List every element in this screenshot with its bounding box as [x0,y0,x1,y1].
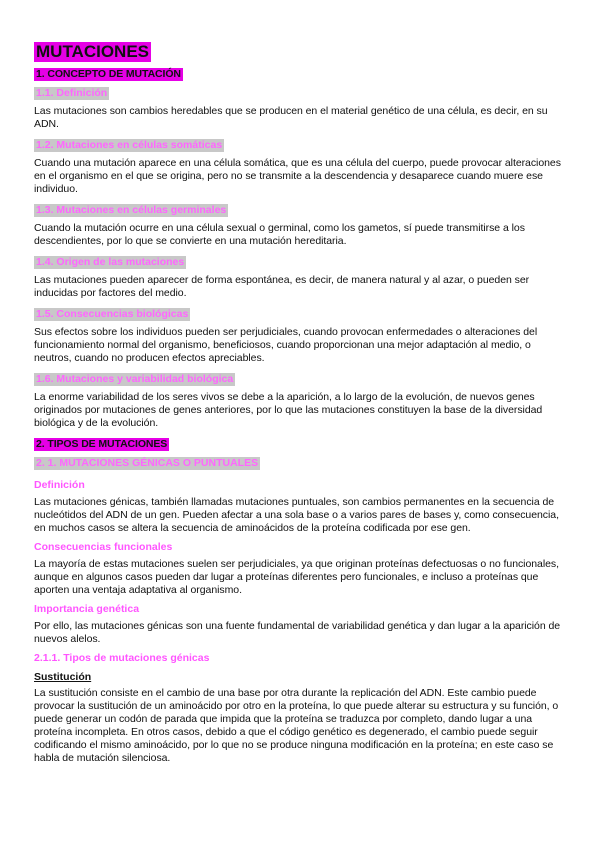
topic-heading: Definición [34,479,85,491]
subsection-heading: 1.6. Mutaciones y variabilidad biológica [36,373,234,385]
paragraph: Las mutaciones son cambios heredables que se producen en el material genético de una célula, es decir, en su ADN. [34,105,548,130]
section-1-heading: 1. CONCEPTO DE MUTACIÓN [36,68,181,80]
paragraph: La mayoría de estas mutaciones suelen ser perjudiciales, ya que originan proteínas defectuosas o no funcionales, aunque en algunos casos pueden dar lugar a proteínas diferentes pero funcionales, e incluso a proteínas que aporten una ventaja adaptativa al organismo. [34,558,559,596]
subsection-heading: 1.1. Definición [36,87,108,99]
subsection-heading: 1.3. Mutaciones en células germinales [36,204,227,216]
subsection-heading: 1.2. Mutaciones en células somáticas [36,139,223,151]
paragraph: Por ello, las mutaciones génicas son una fuente fundamental de variabilidad genética y dan lugar a la aparición de nuevos alelos. [34,620,561,645]
paragraph: Las mutaciones génicas, también llamadas mutaciones puntuales, son cambios permanentes en la secuencia de nucleótidos del ADN de un gen. Pueden afectar a una sola base o a varios pares de bases y, como consecuencia, en muchos casos se altera la secuencia de aminoácidos de la proteína codificada por ese gen. [34,496,559,534]
topic-heading: Consecuencias funcionales [34,541,173,553]
subsection-heading: 1.4. Origen de las mutaciones [36,256,185,268]
paragraph: La sustitución consiste en el cambio de una base por otra durante la replicación del ADN. Este cambio puede provocar la sustitución de un aminoácido por otro en la proteína, lo que puede alterar su estructura y su función, o puede generar un codón de parada que impida que la proteína se traduzca por completo, dando lugar a una proteína incompleta. En otros casos, debido a que el código genético es degenerado, el cambio puede seguir codificando el mismo aminoácido, por lo que no se produce ninguna modificación en la proteína; en este caso se habla de mutación silenciosa. [34,687,559,764]
paragraph: Sus efectos sobre los individuos pueden ser perjudiciales, cuando provocan enfermedades o alteraciones del funcionamiento normal del organismo, beneficiosos, cuando proporcionan una mejor adaptación al medio, o neutros, cuando no producen efectos apreciables. [34,326,538,364]
topic-heading: Importancia genética [34,603,140,615]
paragraph: Cuando una mutación aparece en una célula somática, que es una célula del cuerpo, puede provocar alteraciones en el organismo en el que se origina, pero no se transmite a la descendencia y desaparece cuando muere ese individuo. [34,157,561,195]
subsection-heading: 2. 1. MUTACIONES GÉNICAS O PUNTUALES [36,457,259,469]
paragraph: La enorme variabilidad de los seres vivos se debe a la aparición, a lo largo de la evolución, de nuevos genes originados por mutaciones de genes anteriores, por lo que las mutaciones constituyen la base de la diversidad biológica y de la evolución. [34,391,543,429]
paragraph: Cuando la mutación ocurre en una célula sexual o germinal, como los gametos, sí puede transmitirse a los descendientes, por lo que se convierte en una mutación hereditaria. [34,222,525,247]
section-2-heading: 2. TIPOS DE MUTACIONES [36,438,168,450]
subsection-heading: 1.5. Consecuencias biológicas [36,308,189,320]
topic-heading: 2.1.1. Tipos de mutaciones génicas [34,652,210,664]
sustitucion-heading: Sustitución [34,671,92,683]
document-title: MUTACIONES [36,42,150,61]
paragraph: Las mutaciones pueden aparecer de forma espontánea, es decir, de manera natural y al azar, o pueden ser inducidas por factores del medio. [34,274,530,299]
